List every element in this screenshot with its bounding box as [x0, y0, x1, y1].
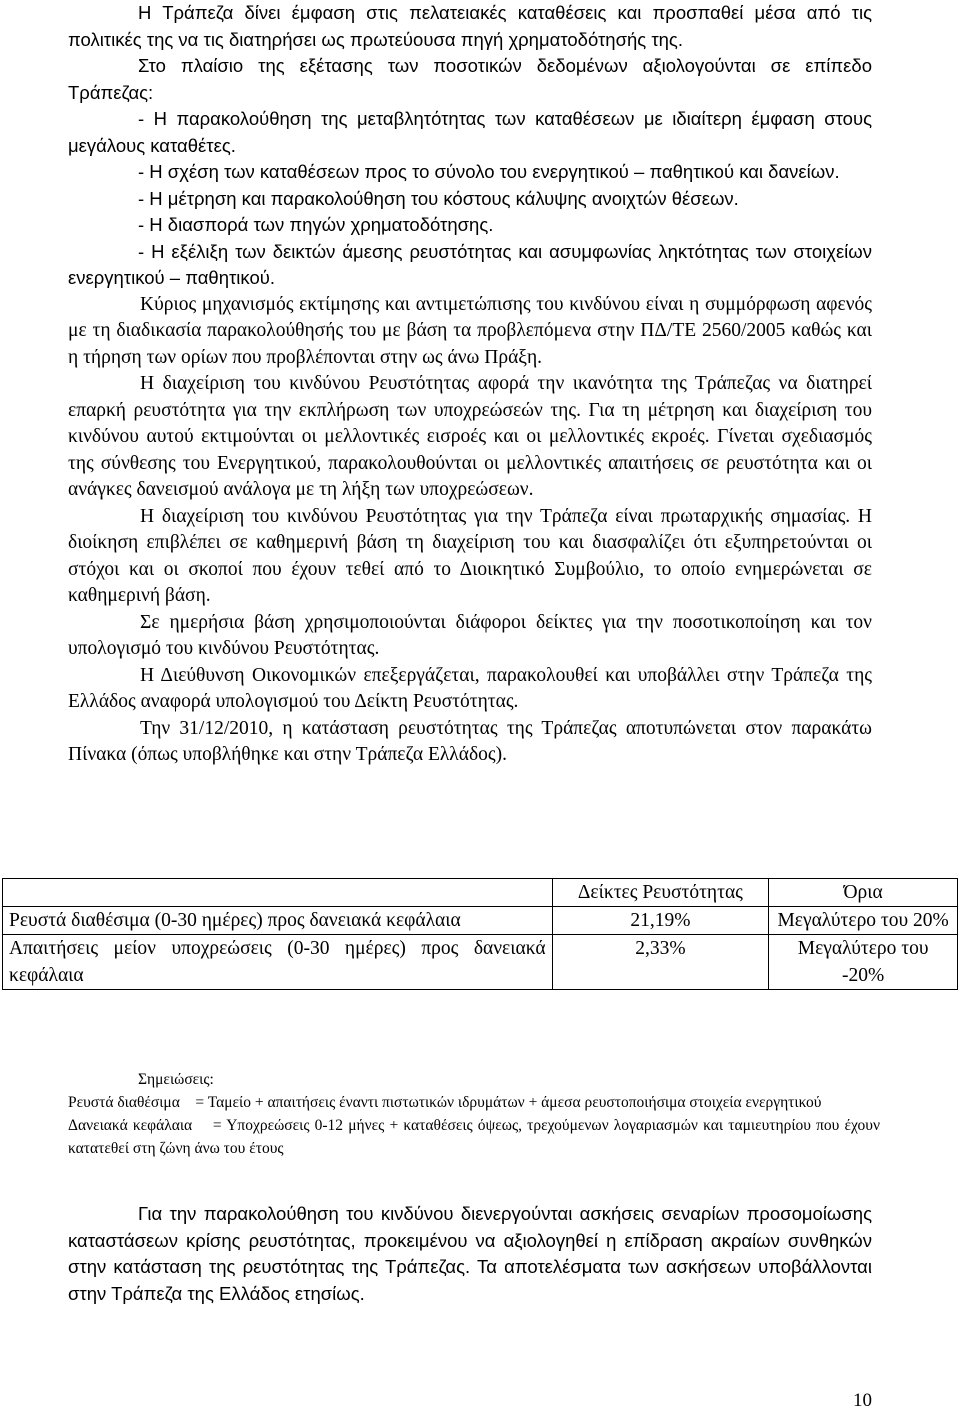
- paragraph-quantitative-intro: Στο πλαίσιο της εξέτασης των ποσοτικών δεδομένων αξιολογούνται σε επίπεδο Τράπεζας:: [68, 55, 872, 103]
- paragraph-liquidity-priority: Η διαχείριση του κινδύνου Ρευστότητας για την Τράπεζα είναι πρωταρχικής σημασίας. Η διοίκηση επιβλέπει σε καθημερινή βάση τη διαχείριση του και διασφαλίζει ότι εξυπηρετούνται οι στόχοι και οι σκοποί που έχουν τεθεί από το Διοικητικό Συμβούλιο, το οποίο ενημερώνεται σε καθημερινή βάση.: [68, 505, 872, 606]
- list-item: - Η παρακολούθηση της μεταβλητότητας των καταθέσεων με ιδιαίτερη έμφαση στους μεγάλους καταθέτες.: [68, 108, 872, 156]
- table-row: [3, 907, 958, 935]
- liquidity-table: [2, 878, 958, 990]
- list-item: - Η εξέλιξη των δεικτών άμεσης ρευστότητας και ασυμφωνίας ληκτότητας των στοιχείων ενεργητικού – παθητικού.: [68, 240, 872, 288]
- table-row-limit: Μεγαλύτερο του -20%: [769, 935, 958, 990]
- table-header-cell: [3, 879, 553, 907]
- table-row-label: Απαιτήσεις μείον υποχρεώσεις (0-30 ημέρες) προς δανειακά κεφάλαια: [3, 935, 553, 990]
- paragraph-daily-indicators: Σε ημερήσια βάση χρησιμοποιούνται διάφοροι δείκτες για την ποσοτικοποίηση και τον υπολογισμό του κινδύνου Ρευστότητας.: [68, 611, 872, 659]
- paragraph-liquidity-management: Η διαχείριση του κινδύνου Ρευστότητας αφορά την ικανότητα της Τράπεζας να διατηρεί επαρκή ρευστότητα για την εκπλήρωση των υποχρεώσεών της. Για τη μέτρηση και διαχείριση του κινδύνου αυτού εκτιμούνται οι μελλοντικές εισροές και οι μελλοντικές εκροές. Γίνεται σχεδιασμός της σύνθεσης του Ενεργητικού, παρακολουθούνται οι μελλοντικές απαιτήσεις σε ρευστότητα και οι ανάγκες δανεισμού ανάλογα με τη λήξη των υποχρεώσεων.: [68, 373, 872, 500]
- paragraph-risk-mechanism: Κύριος μηχανισμός εκτίμησης και αντιμετώπισης του κινδύνου είναι η συμμόρφωση αφενός με τη διαδικασία παρακολούθησής του με βάση τα προβλεπόμενα στην ΠΔ/ΤΕ 2560/2005 καθώς και η τήρηση των ορίων που προβλέπονται στην ως άνω Πράξη.: [68, 293, 872, 368]
- paragraph-deposits-emphasis: Η Τράπεζα δίνει έμφαση στις πελατειακές καταθέσεις και προσπαθεί μέσα από τις πολιτικές της να τις διατηρήσει ως πρωτεύουσα πηγή χρηματοδότησής της.: [68, 2, 872, 50]
- page-number: 10: [853, 1390, 872, 1411]
- table-row-value: 21,19%: [552, 907, 769, 935]
- list-item: - Η μέτρηση και παρακολούθηση του κόστους κάλυψης ανοιχτών θέσεων.: [138, 187, 739, 209]
- note-definition: Ρευστά διαθέσιμα = Ταμείο + απαιτήσεις έναντι πιστωτικών ιδρυμάτων + άμεσα ρευστοποιήσιμα στοιχεία ενεργητικού: [68, 1094, 822, 1111]
- table-row-label: Ρευστά διαθέσιμα (0-30 ημέρες) προς δανειακά κεφάλαια: [3, 907, 553, 935]
- paragraph-stress-testing: Για την παρακολούθηση του κινδύνου διενεργούνται ασκήσεις σεναρίων προσομοίωσης καταστάσεων κρίσης ρευστότητας, προκειμένου να αξιολογηθεί η επίδραση ακραίων συνθηκών στην κατάσταση της ρευστότητας της Τράπεζας. Τα αποτελέσματα των ασκήσεων υποβάλλονται στην Τράπεζα της Ελλάδος ετησίως.: [68, 1203, 872, 1304]
- table-header-row: [3, 879, 958, 907]
- paragraph-liquidity-status: Την 31/12/2010, η κατάσταση ρευστότητας της Τράπεζας αποτυπώνεται στον παρακάτω Πίνακα (όπως υποβλήθηκε και στην Τράπεζα Ελλάδος).: [68, 717, 872, 765]
- list-item: - Η διασπορά των πηγών χρηματοδότησης.: [138, 214, 494, 235]
- liquidity-table-wrapper: [2, 878, 958, 990]
- notes-heading: Σημειώσεις:: [138, 1071, 214, 1088]
- document-page: [68, 0, 872, 769]
- note-definition: Δανειακά κεφάλαια = Υποχρεώσεις 0-12 μήνες + καταθέσεις όψεως, τρεχούμενων λογαριασμών και ταμιευτηρίου που έχουν κατατεθεί στη ζώνη άνω του έτους: [68, 1117, 884, 1157]
- table-row-value: 2,33%: [552, 935, 769, 990]
- table-header-cell: Όρια: [769, 879, 958, 907]
- table-row-limit: Μεγαλύτερο του 20%: [769, 907, 958, 935]
- table-row: [3, 935, 958, 990]
- paragraph-finance-reporting: Η Διεύθυνση Οικονομικών επεξεργάζεται, παρακολουθεί και υποβάλλει στην Τράπεζα της Ελλάδος αναφορά υπολογισμού του Δείκτη Ρευστότητας.: [68, 664, 872, 712]
- list-item: - Η σχέση των καταθέσεων προς το σύνολο του ενεργητικού – παθητικού και δανείων.: [138, 161, 840, 182]
- table-header-cell: Δείκτες Ρευστότητας: [552, 879, 769, 907]
- notes-section: [68, 1068, 884, 1160]
- final-section: [68, 1201, 872, 1307]
